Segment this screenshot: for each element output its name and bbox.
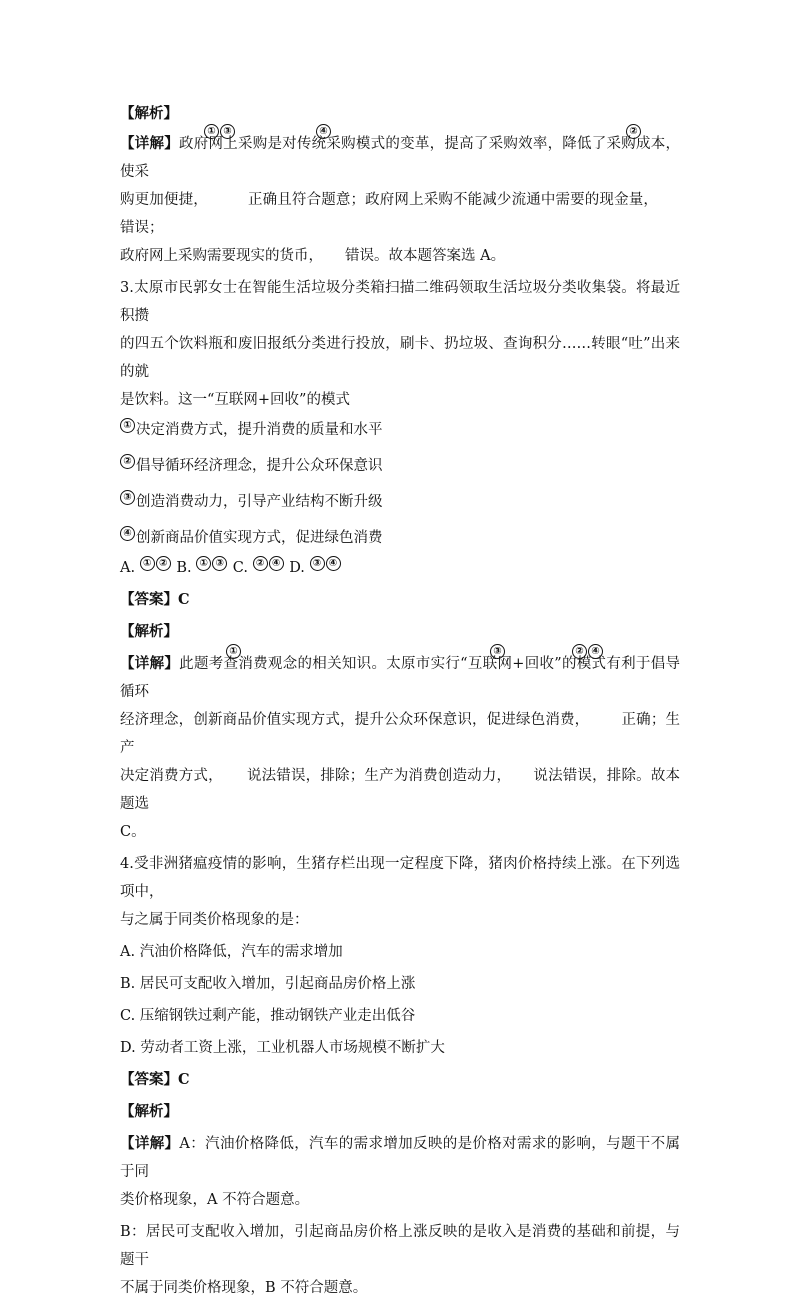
question-text: 与之属于同类价格现象的是： [120,912,309,928]
circled-number-mark: ③ [220,124,235,139]
explanation-text: 错误。故本题答案选 A。 [345,248,506,264]
circled-number-mark: ② [156,556,171,571]
question-3-explanation [120,646,681,846]
detail-label: 【详解】 [120,1135,180,1152]
circled-number-mark: ② [572,644,587,659]
question-4-option-c: C. 压缩钢铁过剩产能，推动钢铁产业走出低谷 [120,1008,416,1024]
circled-number-mark: ③ [120,490,135,505]
choice-label: D. [289,560,305,576]
detail-label: 【详解】 [120,655,180,672]
explanation-text: 不属于同类价格现象，B 不符合题意。 [120,1280,368,1296]
explanation-paragraph-1 [120,126,681,270]
question-4-stem [120,850,680,934]
explanation-text: 类价格现象，A 不符合题意。 [120,1192,310,1208]
circled-number-mark: ① [226,644,241,659]
explanation-text: 政府网上采购是对传统采购模式的变革，提高了采购效率，降低了采购成本，使采 [120,136,681,180]
explanation-text: 错误； [120,220,164,236]
analysis-heading: 【解析】 [120,105,178,122]
explanation-text: C。 [120,824,146,840]
option-text: 创新商品价值实现方式，促进绿色消费 [136,530,383,546]
choice-label: A. [120,560,136,576]
answer-label: 【答案】C [120,591,190,608]
explanation-text: 正确且符合题意；政府网上采购不能减少流通中需要的现金量， [247,192,658,208]
question-4-option-b: B. 居民可支配收入增加，引起商品房价格上涨 [120,976,416,992]
question-text: 4.受非洲猪瘟疫情的影响，生猪存栏出现一定程度下降，猪肉价格持续上涨。在下列选项中， [120,856,680,900]
explanation-text: 说法错误，排除；生产为消费创造动力， [246,768,512,784]
circled-number-mark: ① [196,556,211,571]
circled-number-mark: ① [120,418,135,433]
circled-number-mark: ④ [588,644,603,659]
explanation-text: 经济理念，创新商品价值实现方式，提升公众环保意识，促进绿色消费， [120,712,590,728]
question-text: 3.太原市民郭女士在智能生活垃圾分类箱扫描二维码领取生活垃圾分类收集袋。将最近积攒 [120,280,680,324]
explanation-text: 说法错误，排除。故本题选 [120,768,681,812]
question-text: 的四五个饮料瓶和废旧报纸分类进行投放，刷卡、扔垃圾、查询积分……转眼“吐”出来的就 [120,336,680,380]
option-text: 决定消费方式，提升消费的质量和水平 [136,422,383,438]
question-4-option-d: D. 劳动者工资上涨，工业机器人市场规模不断扩大 [120,1040,445,1056]
question-4-option-a: A. 汽油价格降低，汽车的需求增加 [120,944,343,960]
circled-number-mark: ① [140,556,155,571]
question-4-explanation-a [120,1130,680,1214]
circled-number-mark: ③ [212,556,227,571]
question-3-stem [120,274,680,414]
question-4-explanation-b [120,1218,680,1302]
detail-label: 【详解】 [120,135,179,152]
circled-number-mark: ④ [269,556,284,571]
circled-number-mark: ② [253,556,268,571]
circled-number-mark: ③ [490,644,505,659]
choice-label: C. [232,560,248,576]
explanation-text: 此题考查消费观念的相关知识。太原市实行“互联网+回收”的模式有利于倡导循环 [120,656,681,700]
question-3-option-1 [120,416,680,444]
question-3-choices [120,554,680,582]
explanation-text: A：汽油价格降低，汽车的需求增加反映的是价格对需求的影响，与题干不属于同 [120,1136,681,1180]
analysis-heading: 【解析】 [120,1103,178,1120]
circled-number-mark: ④ [120,526,135,541]
explanation-text: 正确；生产 [120,712,681,756]
explanation-text: 政府网上采购需要现实的货币， [120,248,323,264]
question-3-option-3 [120,488,680,516]
explanation-text: 决定消费方式， [120,768,223,784]
circled-number-mark: ② [626,124,641,139]
document-page [120,100,680,1306]
circled-number-mark: ③ [310,556,325,571]
circled-number-mark: ① [204,124,219,139]
option-text: 倡导循环经济理念，提升公众环保意识 [136,458,383,474]
choice-label: B. [176,560,192,576]
circled-number-mark: ④ [326,556,341,571]
explanation-text: 购更加便捷， [120,192,208,208]
explanation-text: B：居民可支配收入增加，引起商品房价格上涨反映的是收入是消费的基础和前提，与题干 [120,1224,680,1268]
option-text: 创造消费动力，引导产业结构不断升级 [136,494,383,510]
question-3-option-4 [120,524,680,552]
answer-label: 【答案】C [120,1071,190,1088]
circled-number-mark: ④ [316,124,331,139]
analysis-heading: 【解析】 [120,623,178,640]
question-3-option-2 [120,452,680,480]
circled-number-mark: ② [120,454,135,469]
question-text: 是饮料。这一“互联网+回收”的模式 [120,392,350,408]
